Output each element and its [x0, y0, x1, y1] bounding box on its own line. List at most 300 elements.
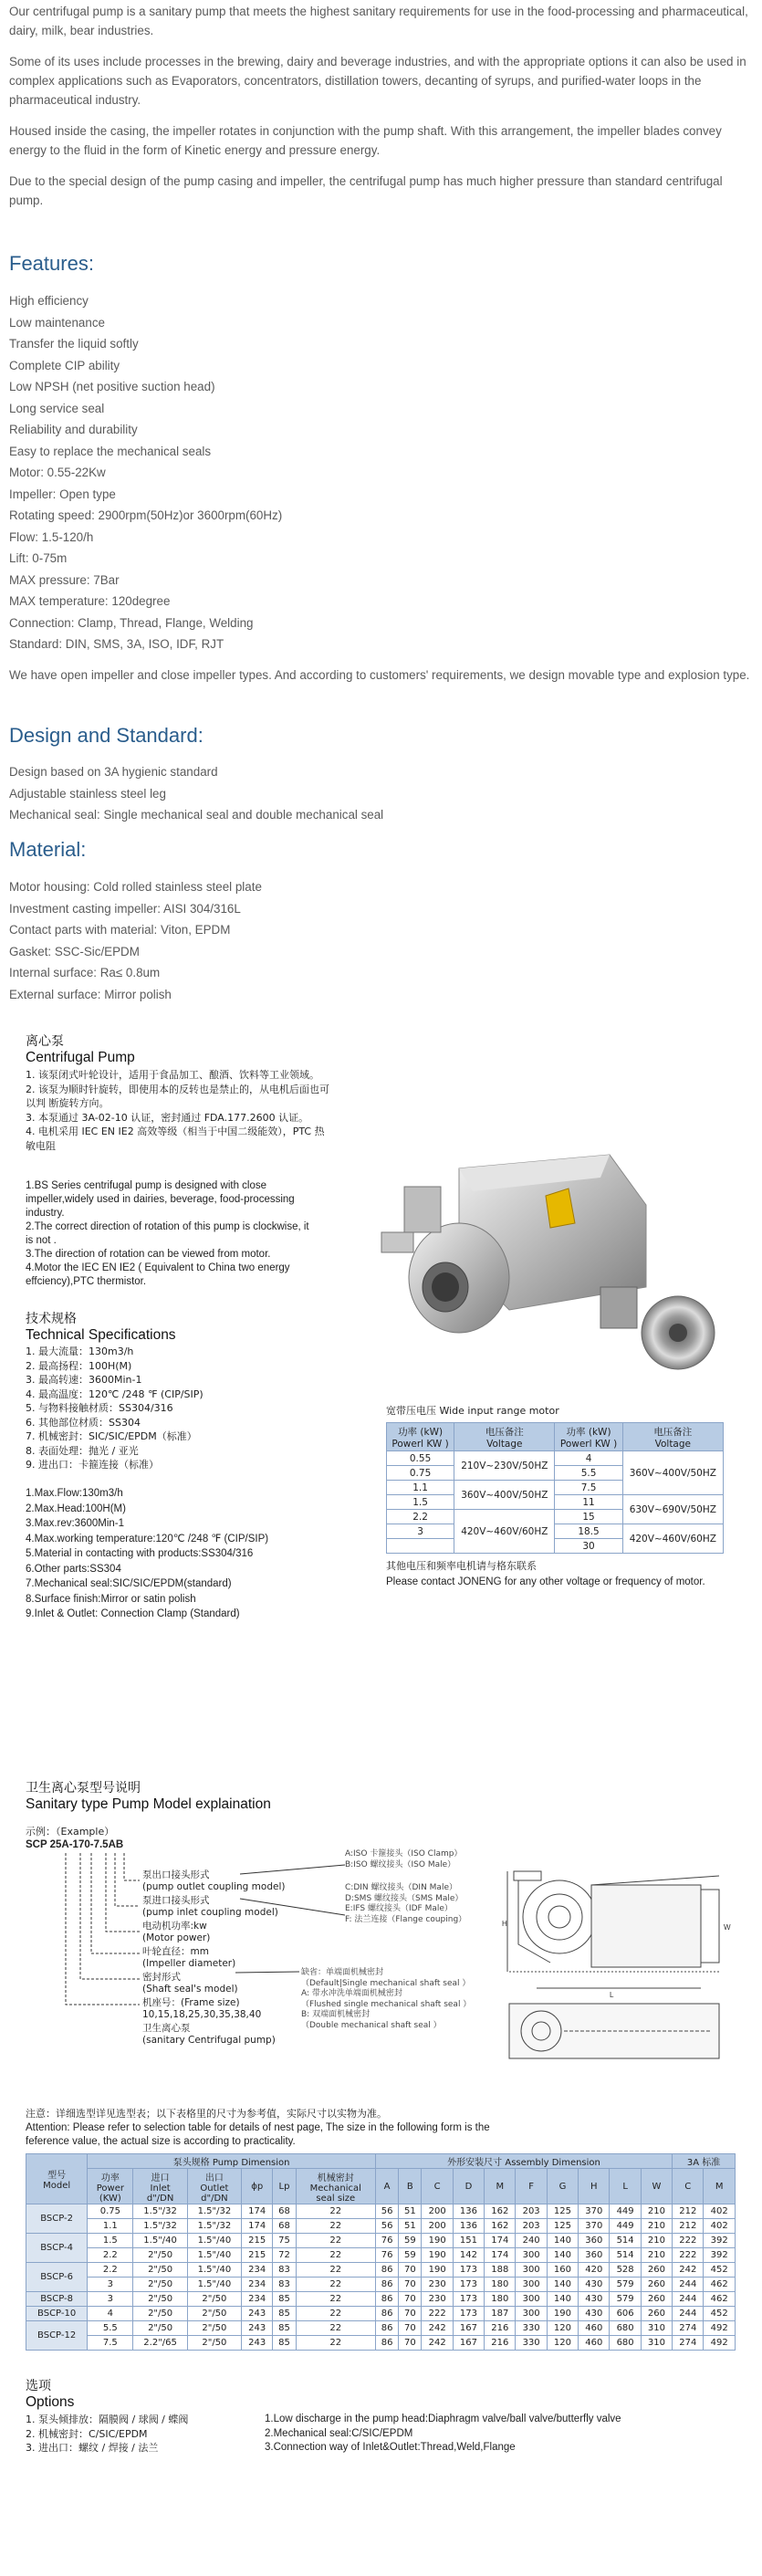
table-cell: 460: [579, 2321, 610, 2336]
table-cell: 59: [399, 2248, 422, 2263]
table-cell: 2"/50: [187, 2292, 241, 2307]
table-cell: 140: [547, 2234, 578, 2248]
list-item: 3. 最高转速：3600Min-1: [26, 1374, 142, 1386]
table-cell: 15: [555, 1510, 622, 1524]
table-row: [26, 2321, 736, 2336]
table-cell: 330: [516, 2321, 547, 2336]
list-item: Easy to replace the mechanical seals: [9, 444, 212, 458]
option: C:DIN 螺纹接头（DIN Male）: [345, 1883, 457, 1892]
table-cell: 200: [422, 2219, 453, 2234]
table-cell: 514: [610, 2248, 641, 2263]
table-cell: 140: [547, 2248, 578, 2263]
table-cell: 1.5"/40: [187, 2263, 241, 2278]
table-cell: 22: [296, 2248, 375, 2263]
material-list: [9, 876, 753, 1005]
list-item: 2. 最高扬程：100H(M): [26, 1359, 132, 1372]
intro-paragraph: Housed inside the casing, the impeller rotates in conjunction with the pump shaft. With this arrangement, the impeller blades convey energy to the fluid in the form of Kinetic energy and pressure energy.: [9, 124, 722, 157]
list-item: 1.Max.Flow:130m3/h: [26, 1488, 123, 1499]
table-cell: 579: [610, 2278, 641, 2292]
table-header: 外形安装尺寸 Assembly Dimension: [375, 2154, 672, 2169]
svg-text:W: W: [724, 1923, 731, 1932]
list-item: Adjustable stainless steel leg: [9, 786, 166, 801]
table-header: Lp: [273, 2169, 296, 2204]
table-cell: 2.2: [88, 2263, 133, 2278]
table-cell: 2.2"/65: [133, 2336, 187, 2351]
table-cell: BSCP-12: [26, 2321, 88, 2351]
table-cell: 242: [422, 2336, 453, 2351]
table-header: H: [579, 2169, 610, 2204]
table-cell: 22: [296, 2263, 375, 2278]
table-cell: 174: [242, 2219, 273, 2234]
table-cell: 210: [641, 2248, 672, 2263]
option: D:SMS 螺纹接头（SMS Male）: [345, 1893, 464, 1903]
table-cell: 3: [88, 2292, 133, 2307]
table-cell: BSCP-6: [26, 2263, 88, 2292]
table-cell: 86: [375, 2263, 398, 2278]
option: A:ISO 卡箍接头（ISO Clamp）: [345, 1849, 463, 1859]
table-cell: 190: [422, 2263, 453, 2278]
table-cell: 30: [555, 1539, 622, 1554]
table-cell: 162: [485, 2219, 516, 2234]
table-cell: 1.5"/32: [187, 2204, 241, 2219]
table-header: 功率 (kW) Powerl KW ): [387, 1423, 454, 1451]
options-title-en: Options: [26, 2394, 75, 2410]
table-cell: 140: [547, 2278, 578, 2292]
table-header: M: [485, 2169, 516, 2204]
table-cell: 402: [704, 2219, 736, 2234]
svg-text:H: H: [502, 1920, 507, 1928]
table-row: [26, 2292, 736, 2307]
list-item: Lift: 0-75m: [9, 551, 68, 565]
table-cell: 222: [422, 2307, 453, 2321]
intro-paragraph: Some of its uses include processes in the brewing, dairy and beverage industries, and with the appropriate options it can also be used in complex applications such as Evaporators, concentrators, distillation towers, decanting of syrups, and purified-water loops in the pharmaceutical industry.: [9, 55, 746, 107]
table-cell: 86: [375, 2321, 398, 2336]
table-cell: 212: [673, 2219, 704, 2234]
table-cell: 70: [399, 2321, 422, 2336]
table-cell: 370: [579, 2219, 610, 2234]
table-cell: 234: [242, 2263, 273, 2278]
intro-paragraph: Due to the special design of the pump casing and impeller, the centrifugal pump has much higher pressure than standard centrifugal pump.: [9, 174, 723, 207]
table-cell: 330: [516, 2336, 547, 2351]
table-cell: 5.5: [88, 2321, 133, 2336]
cn-line: 2. 该泵为顺时针旋转，即使用本的反转也是禁止的，从电机后面也可: [26, 1083, 329, 1095]
option: （Double mechanical shaft seal ）: [301, 2020, 442, 2030]
list-item: 6.Other parts:SS304: [26, 1563, 121, 1575]
table-cell: 72: [273, 2248, 296, 2263]
list-item: MAX pressure: 7Bar: [9, 572, 120, 587]
table-header: 进口 Inlet d"/DN: [133, 2169, 187, 2204]
table-cell: 680: [610, 2336, 641, 2351]
list-item: Low maintenance: [9, 315, 105, 330]
list-item: External surface: Mirror polish: [9, 987, 172, 1001]
table-cell: 18.5: [555, 1524, 622, 1539]
table-cell: [387, 1539, 454, 1554]
table-cell: 180: [485, 2292, 516, 2307]
table-cell: 140: [547, 2292, 578, 2307]
table-cell: 462: [704, 2278, 736, 2292]
option: 缺省：单端面机械密封: [301, 1968, 384, 1977]
table-cell: 203: [516, 2204, 547, 2219]
list-item: Gasket: SSC-Sic/EPDM: [9, 944, 140, 958]
table-cell: 68: [273, 2219, 296, 2234]
table-cell: 430: [579, 2292, 610, 2307]
cn-line: 敏电阻: [26, 1139, 56, 1152]
ts-title-cn: 技术规格: [26, 1312, 77, 1326]
table-cell: 70: [399, 2292, 422, 2307]
table-cell: 22: [296, 2204, 375, 2219]
table-cell: 51: [399, 2219, 422, 2234]
table-cell: 76: [375, 2234, 398, 2248]
table-cell: BSCP-4: [26, 2234, 88, 2263]
table-cell: 360: [579, 2234, 610, 2248]
table-cell: 22: [296, 2292, 375, 2307]
table-cell: 22: [296, 2307, 375, 2321]
table-cell: 4: [555, 1451, 622, 1466]
list-item: Motor housing: Cold rolled stainless steel plate: [9, 880, 262, 894]
list-item: Low NPSH (net positive suction head): [9, 380, 215, 393]
table-cell: 492: [704, 2336, 736, 2351]
wr-note-en: Please contact JONENG for any other voltage or frequency of motor.: [386, 1576, 705, 1587]
cp-cn-text: [26, 1068, 363, 1153]
table-cell: 136: [453, 2219, 484, 2234]
table-header: C: [422, 2169, 453, 2204]
table-cell: 76: [375, 2248, 398, 2263]
table-cell: 2"/50: [133, 2263, 187, 2278]
table-cell: 180: [485, 2278, 516, 2292]
material-heading: Material:: [9, 838, 87, 861]
table-cell: 200: [422, 2204, 453, 2219]
list-item: 3. 进出口：螺纹 / 焊接 / 法兰: [26, 2442, 159, 2454]
model-label: 叶轮直径：mm (Impeller diameter): [142, 1946, 236, 1969]
table-cell: 1.5"/40: [133, 2234, 187, 2248]
table-header: 型号 Model: [26, 2154, 88, 2204]
list-item: 1.Low discharge in the pump head:Diaphragm valve/ball valve/butterfly valve: [265, 2414, 621, 2424]
pump-photo: [372, 1150, 737, 1374]
table-cell: 142: [453, 2248, 484, 2263]
table-header: C: [673, 2169, 704, 2204]
table-cell: 125: [547, 2204, 578, 2219]
list-item: 7. 机械密封：SIC/SIC/EPDM（标准）: [26, 1430, 197, 1442]
table-cell: 1.5"/32: [133, 2219, 187, 2234]
table-row: [26, 2307, 736, 2321]
table-cell: 452: [704, 2307, 736, 2321]
table-cell: 260: [641, 2292, 672, 2307]
model-label: 泵出口接头形式 (pump outlet coupling model): [142, 1869, 286, 1892]
svg-text:L: L: [610, 1991, 614, 1999]
table-row: [26, 2248, 736, 2263]
table-cell: 310: [641, 2336, 672, 2351]
table-cell: 2.2: [88, 2248, 133, 2263]
attention-en-1: Attention: Please refer to selection table for details of nest page, The size in the following form is the: [26, 2122, 490, 2133]
table-cell: 492: [704, 2321, 736, 2336]
en-line: 2.The correct direction of rotation of this pump is clockwise, it: [26, 1221, 309, 1232]
table-cell: 167: [453, 2321, 484, 2336]
table-cell: 83: [273, 2263, 296, 2278]
table-cell: 606: [610, 2307, 641, 2321]
list-item: 8.Surface finish:Mirror or satin polish: [26, 1593, 196, 1605]
table-cell: 452: [704, 2263, 736, 2278]
table-cell: 528: [610, 2263, 641, 2278]
features-list: [9, 290, 753, 655]
table-cell: 514: [610, 2234, 641, 2248]
table-header: 电压备注 Voltage: [622, 1423, 723, 1451]
table-cell: 360: [579, 2248, 610, 2263]
table-cell: 85: [273, 2292, 296, 2307]
table-cell: 392: [704, 2234, 736, 2248]
table-cell: 216: [485, 2336, 516, 2351]
table-cell: 449: [610, 2204, 641, 2219]
table-cell: 188: [485, 2263, 516, 2278]
ts-en-list: [26, 1486, 372, 1622]
table-cell: 85: [273, 2307, 296, 2321]
table-cell: 274: [673, 2321, 704, 2336]
table-cell: 0.75: [387, 1466, 454, 1481]
table-cell: 11: [555, 1495, 622, 1510]
list-item: Transfer the liquid softly: [9, 337, 139, 351]
list-item: Long service seal: [9, 401, 105, 415]
design-list: [9, 761, 753, 826]
table-cell: 680: [610, 2321, 641, 2336]
table-cell: 243: [242, 2336, 273, 2351]
table-cell: 3: [387, 1524, 454, 1539]
table-cell: 300: [516, 2248, 547, 2263]
list-item: Investment casting impeller: AISI 304/316L: [9, 901, 241, 916]
table-cell: 2"/50: [133, 2278, 187, 2292]
table-cell: 370: [579, 2204, 610, 2219]
table-cell: 300: [516, 2307, 547, 2321]
cp-en-text: [26, 1179, 363, 1289]
dimension-table: [26, 2153, 736, 2351]
list-item: MAX temperature: 120degree: [9, 594, 171, 608]
list-item: Standard: DIN, SMS, 3A, ISO, IDF, RJT: [9, 637, 224, 651]
model-label: 泵进口接头形式 (pump inlet coupling model): [142, 1895, 278, 1918]
table-cell: 85: [273, 2321, 296, 2336]
table-header: D: [453, 2169, 484, 2204]
attention-cn: 注意：详细选型详见选型表；以下表格里的尺寸为参考值，实际尺寸以实物为准。: [26, 2108, 387, 2120]
options-en: [265, 2413, 739, 2456]
list-item: 5. 与物料接触材质：SS304/316: [26, 1402, 173, 1414]
model-label: 机座号：(Frame size) 10,15,18,25,30,35,38,40: [142, 1997, 262, 2020]
table-cell: 260: [641, 2307, 672, 2321]
table-cell: 2"/50: [133, 2321, 187, 2336]
table-cell: 360V~400V/50HZ: [454, 1481, 555, 1510]
table-cell: 402: [704, 2204, 736, 2219]
table-header: L: [610, 2169, 641, 2204]
table-cell: 1.5"/32: [133, 2204, 187, 2219]
table-cell: 420V~460V/60HZ: [454, 1510, 555, 1554]
table-cell: 174: [242, 2204, 273, 2219]
table-cell: 22: [296, 2336, 375, 2351]
list-item: 1. 泵头倾排放：隔膜阀 / 球阀 / 蝶阀: [26, 2414, 189, 2425]
table-cell: 230: [422, 2278, 453, 2292]
table-header: B: [399, 2169, 422, 2204]
list-item: 4. 最高温度：120℃ /248 ℉ (CIP/SIP): [26, 1387, 204, 1400]
list-item: 8. 表面处理：抛光 / 亚光: [26, 1444, 139, 1457]
en-line: 1.BS Series centrifugal pump is designed with close: [26, 1180, 267, 1191]
model-label: 电动机功率:kw (Motor power): [142, 1921, 211, 1943]
table-cell: 462: [704, 2292, 736, 2307]
table-cell: 190: [422, 2248, 453, 2263]
table-cell: 75: [273, 2234, 296, 2248]
table-cell: 300: [516, 2278, 547, 2292]
table-cell: 392: [704, 2248, 736, 2263]
table-cell: 216: [485, 2321, 516, 2336]
table-cell: 579: [610, 2292, 641, 2307]
table-cell: 70: [399, 2336, 422, 2351]
table-cell: 2.2: [387, 1510, 454, 1524]
en-line: effciency),PTC thermistor.: [26, 1276, 147, 1287]
table-cell: 167: [453, 2336, 484, 2351]
table-cell: 173: [453, 2307, 484, 2321]
table-cell: 86: [375, 2336, 398, 2351]
table-cell: 1.5: [387, 1495, 454, 1510]
table-cell: 86: [375, 2292, 398, 2307]
list-item: Motor: 0.55-22Kw: [9, 466, 106, 479]
option: B: 双端面机械密封: [301, 2010, 371, 2019]
table-cell: 360V~400V/50HZ: [622, 1451, 723, 1495]
list-item: Complete CIP ability: [9, 358, 120, 372]
table-cell: 203: [516, 2219, 547, 2234]
catalog-image: [26, 1031, 737, 2565]
option: F: 法兰连接（Flange couping）: [345, 1914, 467, 1924]
ts-title-en: Technical Specifications: [26, 1327, 176, 1343]
table-cell: 51: [399, 2204, 422, 2219]
model-title-en: Sanitary type Pump Model explaination: [26, 1796, 271, 1812]
table-row: [26, 2278, 736, 2292]
table-cell: 59: [399, 2234, 422, 2248]
table-row: [26, 2263, 736, 2278]
intro-section: [9, 2, 753, 210]
cn-line: 3. 本泵通过 3A-02-10 认证，密封通过 FDA.177.2600 认证。: [26, 1111, 309, 1124]
list-item: 1. 最大流量：130m3/h: [26, 1346, 134, 1357]
table-cell: 70: [399, 2278, 422, 2292]
list-item: High efficiency: [9, 294, 89, 308]
table-cell: 174: [485, 2234, 516, 2248]
table-cell: 190: [422, 2234, 453, 2248]
table-cell: 120: [547, 2321, 578, 2336]
list-item: 7.Mechanical seal:SIC/SIC/EPDM(standard): [26, 1578, 232, 1589]
table-cell: 230: [422, 2292, 453, 2307]
list-item: 3.Connection way of Inlet&Outlet:Thread,Weld,Flange: [265, 2442, 516, 2453]
design-heading: Design and Standard:: [9, 724, 204, 747]
table-cell: BSCP-2: [26, 2204, 88, 2234]
table-cell: 234: [242, 2278, 273, 2292]
list-item: Contact parts with material: Viton, EPDM: [9, 923, 231, 937]
table-cell: 210: [641, 2234, 672, 2248]
table-cell: 310: [641, 2321, 672, 2336]
option: A: 带水冲洗单端面机械密封: [301, 1989, 402, 1998]
table-header: 出口 Outlet d"/DN: [187, 2169, 241, 2204]
list-item: Rotating speed: 2900rpm(50Hz)or 3600rpm(60Hz): [9, 508, 283, 522]
list-item: Impeller: Open type: [9, 487, 116, 501]
table-cell: 2"/50: [133, 2292, 187, 2307]
table-cell: 1.1: [387, 1481, 454, 1495]
model-title-cn: 卫生离心泵型号说明: [26, 1781, 141, 1796]
table-cell: 160: [547, 2263, 578, 2278]
list-item: 2.Mechanical seal:C/SIC/EPDM: [265, 2427, 413, 2439]
table-header: 3A 标准: [673, 2154, 736, 2169]
option: B:ISO 螺纹接头（ISO Male）: [345, 1859, 456, 1869]
wr-title: 宽带压电压 Wide input range motor: [386, 1405, 559, 1417]
table-cell: 85: [273, 2336, 296, 2351]
coupling-options: [345, 1849, 491, 1925]
wide-range-table: [386, 1422, 724, 1554]
table-cell: 56: [375, 2219, 398, 2234]
list-item: 5.Material in contacting with products:SS304/316: [26, 1548, 254, 1559]
table-cell: 430: [579, 2307, 610, 2321]
table-cell: 449: [610, 2219, 641, 2234]
list-item: Internal surface: Ra≤ 0.8um: [9, 966, 161, 979]
table-header: 机械密封 Mechanical seal size: [296, 2169, 375, 2204]
table-cell: 243: [242, 2321, 273, 2336]
list-item: Reliability and durability: [9, 423, 138, 436]
table-cell: 22: [296, 2278, 375, 2292]
list-item: 2. 机械密封：C/SIC/EPDM: [26, 2427, 148, 2440]
attention-en-2: feference value, the actual size is according to practicality.: [26, 2136, 296, 2147]
intro-paragraph: Our centrifugal pump is a sanitary pump that meets the highest sanitary requirements for use in the food-processing and pharmaceutical, dairy, milk, bear industries.: [9, 5, 748, 37]
table-cell: 2"/50: [133, 2248, 187, 2263]
table-cell: 210: [641, 2219, 672, 2234]
ts-cn-list: [26, 1345, 372, 1472]
table-cell: 420V~460V/60HZ: [622, 1524, 723, 1554]
table-header: 电压备注 Voltage: [454, 1423, 555, 1451]
option: （Flushed single mechanical shaft seal ）: [301, 1999, 472, 2009]
example-code: SCP 25A-170-7.5AB: [26, 1839, 124, 1850]
table-cell: 136: [453, 2204, 484, 2219]
option: （Default|Single mechanical shaft seal ）: [301, 1978, 471, 1988]
list-item: Flow: 1.5-120/h: [9, 529, 94, 544]
cp-title-cn: 离心泵: [26, 1034, 64, 1049]
option: E:IFS 螺纹接头（IDF Male）: [345, 1904, 453, 1913]
table-cell: 244: [673, 2307, 704, 2321]
table-cell: 5.5: [555, 1466, 622, 1481]
table-cell: 68: [273, 2204, 296, 2219]
table-header: M: [704, 2169, 736, 2204]
table-cell: 243: [242, 2307, 273, 2321]
model-labels: [142, 1869, 325, 2048]
features-note: We have open impeller and close impeller types. And according to customers' requirements, we design movable type and explosion type.: [9, 668, 750, 682]
cp-title-en: Centrifugal Pump: [26, 1050, 135, 1065]
table-cell: 1.5"/40: [187, 2248, 241, 2263]
table-cell: 240: [516, 2234, 547, 2248]
list-item: Connection: Clamp, Thread, Flange, Welding: [9, 615, 254, 630]
table-cell: 56: [375, 2204, 398, 2219]
cn-line: 以判 断旋转方向。: [26, 1097, 110, 1109]
table-cell: 2"/50: [187, 2321, 241, 2336]
table-cell: 244: [673, 2292, 704, 2307]
table-cell: 215: [242, 2234, 273, 2248]
table-row: [26, 2204, 736, 2219]
model-label: 密封形式 (Shaft seal's model): [142, 1972, 238, 1995]
table-cell: 2"/50: [187, 2307, 241, 2321]
table-cell: 222: [673, 2248, 704, 2263]
table-cell: 260: [641, 2263, 672, 2278]
table-cell: 173: [453, 2263, 484, 2278]
table-cell: 3: [88, 2278, 133, 2292]
seal-options: [301, 1968, 484, 2031]
cn-line: 1. 该泵闭式叶轮设计，适用于食品加工、酿酒、饮料等工业领域。: [26, 1069, 319, 1081]
table-cell: 274: [673, 2336, 704, 2351]
table-header: G: [547, 2169, 578, 2204]
table-cell: 0.55: [387, 1451, 454, 1466]
table-row: [26, 2336, 736, 2351]
table-cell: 430: [579, 2278, 610, 2292]
table-cell: 630V~690V/50HZ: [622, 1495, 723, 1524]
table-cell: 151: [453, 2234, 484, 2248]
table-header: 功率 (kW) Powerl KW ): [555, 1423, 622, 1451]
table-cell: 460: [579, 2336, 610, 2351]
table-cell: 1.5: [88, 2234, 133, 2248]
